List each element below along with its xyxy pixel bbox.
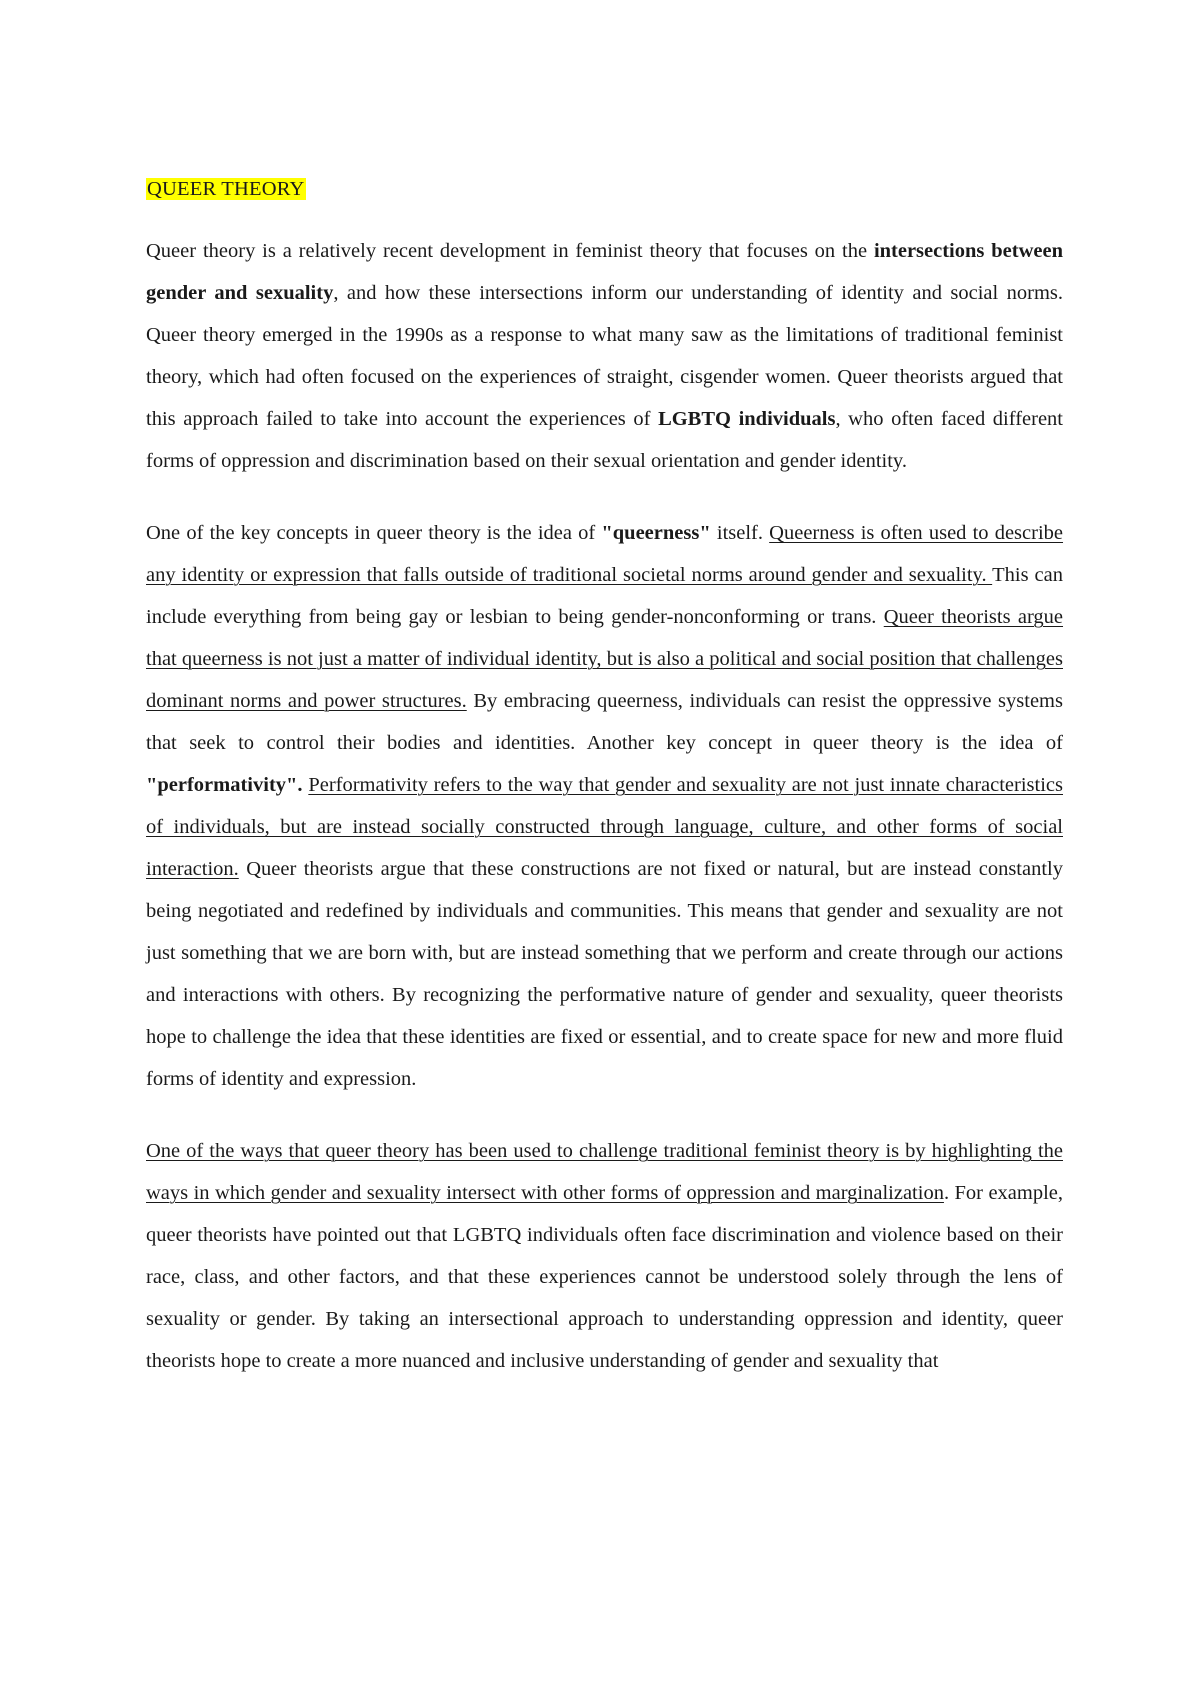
document-page — [146, 168, 1063, 1412]
text-run: By embracing queerness, individuals can resist the oppressive systems that seek to control their bodies and identities. Another key concept in queer theory is the idea of — [146, 690, 1063, 754]
text-run: Queer theorists argue that these constructions are not fixed or natural, but are instead constantly being negotiated and redefined by individuals and communities. This means that gender and sexuality are not just something that we are born with, but are instead something that we perform and create through our actions and interactions with others. By recognizing the performative nature of gender and sexuality, queer theorists hope to challenge the idea that these identities are fixed or essential, and to create space for new and more fluid forms of identity and expression. — [146, 858, 1063, 1090]
underlined-text-run: One of the ways that queer theory has been used to challenge traditional feminist theory is by highlighting the ways in which gender and sexuality intersect with other forms of oppression and marginalization — [146, 1140, 1063, 1204]
bold-text-run: intersections between gender and sexuality — [146, 240, 1063, 304]
text-run: itself. — [710, 522, 770, 544]
title-highlight: QUEER THEORY — [147, 178, 305, 200]
text-run: , and how these intersections inform our understanding of identity and social norms. Queer theory emerged in the 1990s as a response to what many saw as the limitations of traditional feminist theory, which had often focused on the experiences of straight, cisgender women. Queer theorists argued that this approach failed to take into account the experiences of — [146, 282, 1063, 430]
underlined-text-run: Performativity refers to the way that gender and sexuality are not just innate characteristics of individuals, but are instead socially constructed through language, culture, and other forms of social interaction. — [146, 774, 1063, 880]
bold-text-run: "performativity". — [146, 774, 303, 796]
underlined-text-run: Queer theorists argue that queerness is not just a matter of individual identity, but is also a political and social position that challenges dominant norms and power structures. — [146, 606, 1064, 712]
bold-text-run: LGBTQ individuals — [658, 408, 836, 430]
underlined-text-run: Queerness is often used to describe any identity or expression that falls outside of traditional societal norms around gender and sexuality. — [146, 522, 1064, 586]
paragraph-1 — [146, 230, 1063, 482]
text-run: . For example, queer theorists have pointed out that LGBTQ individuals often face discrimination and violence based on their race, class, and other factors, and that these experiences cannot be understood solely through the lens of sexuality or gender. By taking an intersectional approach to understanding oppression and identity, queer theorists hope to create a more nuanced and inclusive understanding of gender and sexuality that — [146, 1182, 1064, 1372]
text-run: One of the key concepts in queer theory is the idea of — [146, 522, 602, 544]
text-run: Queer theory is a relatively recent development in feminist theory that focuses on the — [146, 240, 874, 262]
text-run: This can include everything from being gay or lesbian to being gender-nonconforming or trans. — [146, 564, 1063, 628]
document-title — [146, 168, 1063, 210]
bold-text-run: "queerness" — [601, 522, 711, 544]
text-run: , who often faced different forms of oppression and discrimination based on their sexual orientation and gender identity. — [146, 408, 1064, 472]
paragraph-3 — [146, 1130, 1063, 1382]
paragraph-2 — [146, 512, 1063, 1100]
